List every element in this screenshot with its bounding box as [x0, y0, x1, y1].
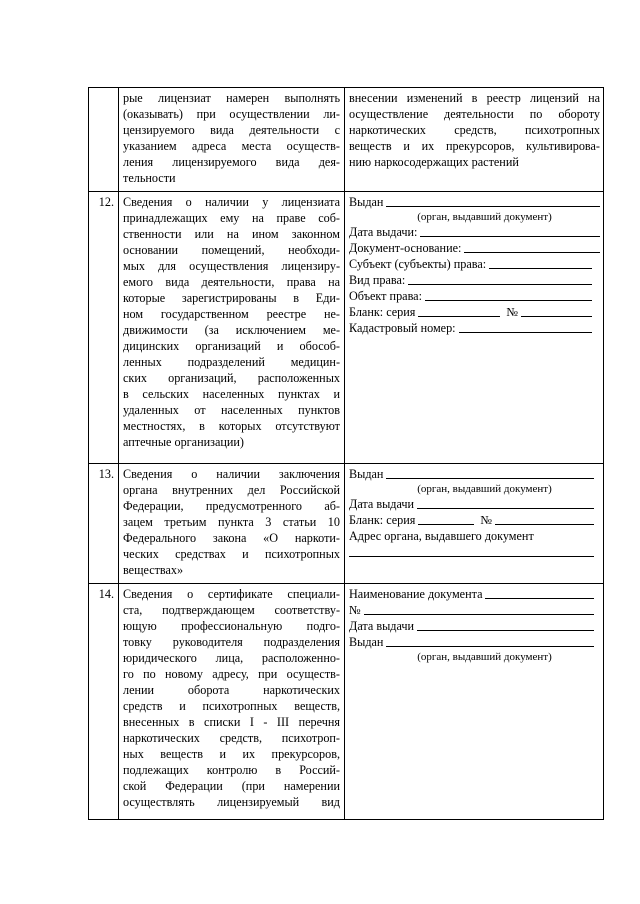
desc-line: тельности	[123, 171, 176, 185]
desc-line: го по новому адресу, при осуществ-	[123, 667, 340, 681]
subject-blank[interactable]	[489, 268, 592, 269]
issue-date-blank[interactable]	[417, 508, 594, 509]
issued-label: Выдан	[349, 635, 384, 649]
subject-label: Субъект (субъекты) права:	[349, 257, 487, 271]
desc-line: ста, подтверждающем соответству-	[123, 603, 340, 617]
desc-line: наркотических средств, психотроп-	[123, 731, 340, 745]
cadastral-field[interactable]	[349, 320, 600, 336]
desc-line: аптечные организации)	[123, 435, 244, 449]
blank-series-label: Бланк: серия	[349, 305, 416, 319]
issued-blank[interactable]	[386, 646, 594, 647]
desc-line: ления лицензируемого вида дея-	[123, 155, 340, 169]
series-blank[interactable]	[418, 316, 500, 317]
number-blank[interactable]	[495, 524, 594, 525]
desc-line: зацем третьим пункта 3 статьи 10	[123, 515, 340, 529]
issued-field[interactable]	[349, 634, 600, 650]
desc-line: средств и психотропных веществ,	[123, 699, 340, 713]
desc-line: ных веществ и их прекурсоров,	[123, 747, 340, 761]
subject-field[interactable]	[349, 256, 600, 272]
desc-line: осуществлять лицензируемый вид	[123, 795, 340, 809]
issued-blank[interactable]	[386, 478, 594, 479]
row-description	[119, 584, 345, 820]
basis-doc-label: Документ-основание:	[349, 241, 462, 255]
row-description	[119, 464, 345, 584]
authority-address-field	[349, 528, 600, 544]
row-number: 14.	[89, 584, 119, 820]
desc-line: движимости (за исключением ме-	[123, 323, 340, 337]
desc-line: ских организаций, расположенных	[123, 371, 340, 385]
issue-date-blank[interactable]	[417, 630, 594, 631]
doc-number-field[interactable]	[349, 602, 600, 618]
form-text-line: осуществление деятельности по обороту	[349, 107, 600, 121]
number-sign: №	[349, 603, 361, 617]
issued-label: Выдан	[349, 467, 384, 481]
number-sign: №	[506, 305, 519, 319]
doc-name-field[interactable]	[349, 586, 600, 602]
desc-line: ном государственном реестре не-	[123, 307, 340, 321]
row-number: 13.	[89, 464, 119, 584]
issuer-caption: (орган, выдавший документ)	[417, 651, 552, 663]
desc-line: емого вида деятельности, права на	[123, 275, 340, 289]
desc-line: дицинских организаций и обособ-	[123, 339, 340, 353]
series-blank[interactable]	[418, 524, 474, 525]
desc-line: принадлежащих ему на праве соб-	[123, 211, 340, 225]
issue-date-field[interactable]	[349, 496, 600, 512]
table-row-12	[89, 192, 604, 464]
desc-line: местностях, в которых отсутствуют	[123, 419, 340, 433]
form-text-line: нию наркосодержащих растений	[349, 155, 519, 169]
desc-line: которые зарегистрированы в Еди-	[123, 291, 340, 305]
desc-line: (оказывать) при осуществлении ли-	[123, 107, 340, 121]
desc-line: подлежащих контролю в Россий-	[123, 763, 340, 777]
number-blank[interactable]	[521, 316, 592, 317]
row-description	[119, 88, 345, 192]
issue-date-field[interactable]	[349, 618, 600, 634]
desc-line: Федерации, предусмотренного аб-	[123, 499, 340, 513]
desc-line: ленных подразделений медицин-	[123, 355, 340, 369]
desc-line: указанием адреса места осуществ-	[123, 139, 340, 153]
desc-line: ческих средствах и психотропных	[123, 547, 340, 561]
desc-line: Сведения о наличии у лицензиата	[123, 195, 340, 209]
right-object-blank[interactable]	[425, 300, 592, 301]
desc-line: основании помещений, необходи-	[123, 243, 340, 257]
form-text-line: внесении изменений в реестр лицензий на	[349, 91, 600, 105]
issuer-caption: (орган, выдавший документ)	[417, 211, 552, 223]
doc-number-blank[interactable]	[364, 614, 594, 615]
desc-line: в сельских населенных пунктах и	[123, 387, 340, 401]
issue-date-blank[interactable]	[420, 236, 600, 237]
issue-date-label: Дата выдачи:	[349, 225, 418, 239]
cadastral-blank[interactable]	[459, 332, 592, 333]
row-form-fields	[345, 464, 604, 584]
desc-line: Сведения о сертификате специали-	[123, 587, 340, 601]
table-row-13	[89, 464, 604, 584]
desc-line: товку руководителя подразделения	[123, 635, 340, 649]
issued-label: Выдан	[349, 195, 384, 209]
right-type-label: Вид права:	[349, 273, 406, 287]
desc-line: лении оборота наркотических	[123, 683, 340, 697]
issued-blank[interactable]	[386, 206, 600, 207]
issuer-caption: (орган, выдавший документ)	[417, 483, 552, 495]
authority-address-label: Адрес органа, выдавшего документ	[349, 529, 534, 543]
row-form-fields	[345, 192, 604, 464]
blank-series-field[interactable]	[349, 512, 600, 528]
desc-line: ственности или на ином законном	[123, 227, 340, 241]
form-text-line: веществ и их прекурсоров, культивирова-	[349, 139, 600, 153]
desc-line: веществах»	[123, 563, 184, 577]
basis-doc-field[interactable]	[349, 240, 600, 256]
form-text-line: наркотических средств, психотропных	[349, 123, 600, 137]
blank-series-label: Бланк: серия	[349, 513, 416, 527]
issue-date-field[interactable]	[349, 224, 600, 240]
basis-doc-blank[interactable]	[464, 252, 600, 253]
right-object-field[interactable]	[349, 288, 600, 304]
authority-address-blank-line[interactable]	[349, 544, 600, 560]
issue-date-label: Дата выдачи	[349, 619, 415, 633]
desc-line: удаленных от населенных пунктов	[123, 403, 340, 417]
desc-line: рые лицензиат намерен выполнять	[123, 91, 340, 105]
doc-name-label: Наименование документа	[349, 587, 483, 601]
table-row-continuation	[89, 88, 604, 192]
desc-line: мых для осуществления лицензиру-	[123, 259, 340, 273]
desc-line: ющую профессиональную подго-	[123, 619, 340, 633]
doc-name-blank[interactable]	[485, 598, 594, 599]
table-row-14	[89, 584, 604, 820]
right-object-label: Объект права:	[349, 289, 422, 303]
desc-line: юридического лица, расположенно-	[123, 651, 340, 665]
desc-line: цензируемого вида деятельности с	[123, 123, 340, 137]
row-number: 12.	[89, 192, 119, 464]
desc-line: Федерального закона «О наркоти-	[123, 531, 340, 545]
issue-date-label: Дата выдачи	[349, 497, 415, 511]
desc-line: внесенных в списки I - III перечня	[123, 715, 340, 729]
row-form-fields	[345, 88, 604, 192]
desc-line: органа внутренних дел Российской	[123, 483, 340, 497]
row-form-fields	[345, 584, 604, 820]
row-number	[89, 88, 119, 192]
desc-line: Сведения о наличии заключения	[123, 467, 340, 481]
desc-line: ской Федерации (при намерении	[123, 779, 340, 793]
cadastral-label: Кадастровый номер:	[349, 321, 456, 335]
issued-field[interactable]	[349, 194, 600, 210]
row-description	[119, 192, 345, 464]
license-form-table	[88, 87, 604, 820]
authority-address-blank[interactable]	[349, 556, 594, 557]
right-type-blank[interactable]	[408, 284, 592, 285]
right-type-field[interactable]	[349, 272, 600, 288]
blank-series-field[interactable]	[349, 304, 600, 320]
issued-field[interactable]	[349, 466, 600, 482]
number-sign: №	[480, 513, 493, 527]
